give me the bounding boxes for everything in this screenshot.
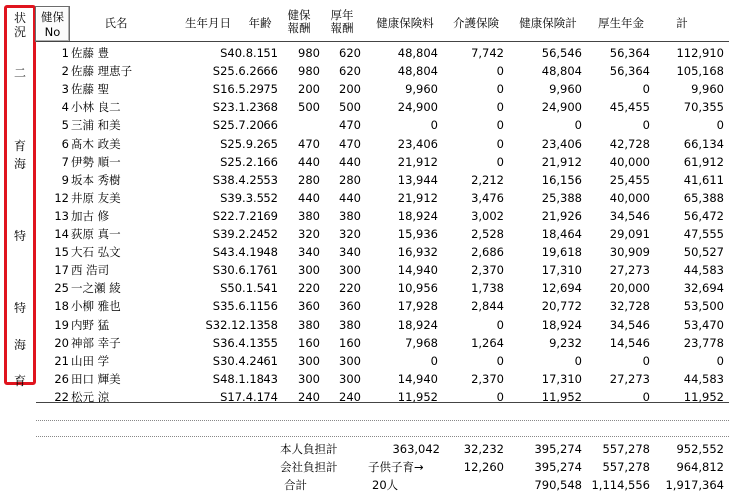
cell-health-total: 20,772 xyxy=(541,299,582,314)
cell-kosei: 300 xyxy=(339,353,361,368)
cell-care: 0 xyxy=(496,353,504,368)
cell-health: 48,804 xyxy=(397,46,438,60)
cell-health: 21,912 xyxy=(397,190,438,205)
cell-age: 75 xyxy=(263,82,278,97)
cell-pension: 27,273 xyxy=(609,371,650,386)
cell-care: 0 xyxy=(496,317,504,332)
cell-total: 50,527 xyxy=(683,245,724,260)
table-row[interactable] xyxy=(36,279,729,297)
cell-care: 2,528 xyxy=(471,227,504,241)
cell-no: 17 xyxy=(54,263,69,278)
summary-employee-health: 363,042 xyxy=(392,442,440,456)
cell-birth: S22.7.21 xyxy=(212,208,264,223)
column-header-name: 氏名 xyxy=(104,16,128,30)
cell-no: 4 xyxy=(61,100,69,115)
cell-total: 0 xyxy=(716,353,724,368)
table-row[interactable] xyxy=(36,370,729,388)
cell-name: 佐藤 豊 xyxy=(71,46,110,60)
cell-kosei: 200 xyxy=(339,82,361,97)
cell-name: 三浦 和美 xyxy=(71,118,121,133)
cell-name: 西 浩司 xyxy=(71,263,110,278)
cell-total: 105,168 xyxy=(676,64,724,79)
cell-kosei: 160 xyxy=(339,335,361,350)
cell-pension: 56,364 xyxy=(609,64,650,79)
cell-name: 大石 弘文 xyxy=(71,245,121,260)
cell-kenpo: 360 xyxy=(298,299,320,314)
cell-health-total: 18,924 xyxy=(541,317,582,332)
table-row[interactable] xyxy=(36,297,729,315)
cell-care: 0 xyxy=(496,154,504,169)
table-row[interactable] xyxy=(36,98,729,116)
column-header-kosei-std: 厚年 報酬 xyxy=(330,8,354,35)
cell-health-total: 9,232 xyxy=(549,335,582,350)
cell-age: 55 xyxy=(263,335,278,350)
cell-birth: S17.4.1 xyxy=(220,389,264,404)
summary-employee-care: 32,232 xyxy=(463,442,504,456)
cell-name: 伊勢 順一 xyxy=(71,154,121,169)
cell-pension: 0 xyxy=(642,353,650,368)
cell-name: 井原 友美 xyxy=(71,190,121,205)
summary-company-note: 子供子育→ xyxy=(368,460,424,474)
cell-pension: 25,455 xyxy=(609,172,650,187)
cell-kenpo: 340 xyxy=(298,245,320,260)
cell-age: 52 xyxy=(263,190,278,205)
cell-health: 15,936 xyxy=(397,227,438,241)
cell-total: 70,355 xyxy=(683,100,724,115)
cell-pension: 45,455 xyxy=(609,100,650,115)
cell-birth: S40.8.1 xyxy=(220,46,264,60)
cell-name: 田口 輝美 xyxy=(71,371,121,386)
cell-birth: S23.1.23 xyxy=(212,100,264,115)
cell-kosei: 240 xyxy=(339,389,361,404)
cell-kenpo: 280 xyxy=(298,172,320,187)
cell-total: 53,470 xyxy=(683,317,724,332)
cell-kosei: 280 xyxy=(339,172,361,187)
cell-kenpo: 200 xyxy=(298,82,320,97)
cell-birth: S16.5.29 xyxy=(212,82,264,97)
table-row[interactable] xyxy=(36,243,729,261)
status-header-line2: 況 xyxy=(13,25,26,39)
cell-total: 61,912 xyxy=(683,154,724,169)
cell-care: 0 xyxy=(496,82,504,97)
summary-employee-total: 952,552 xyxy=(676,442,724,456)
cell-health: 18,924 xyxy=(397,208,438,223)
cell-health-total: 56,546 xyxy=(541,46,582,60)
cell-kenpo: 380 xyxy=(298,317,320,332)
cell-age: 66 xyxy=(263,154,278,169)
cell-birth: S30.6.17 xyxy=(212,263,264,278)
cell-kosei: 380 xyxy=(339,317,361,332)
cell-birth: S48.1.18 xyxy=(212,371,264,386)
cell-name: 佐藤 理恵子 xyxy=(71,64,133,79)
status-header-line1: 状 xyxy=(13,11,26,25)
cell-no: 1 xyxy=(61,46,69,60)
cell-health-total: 24,900 xyxy=(541,100,582,115)
cell-kenpo: 440 xyxy=(298,190,320,205)
cell-no: 21 xyxy=(54,353,69,368)
cell-total: 41,611 xyxy=(683,172,724,187)
status-mark: 育 xyxy=(13,373,26,388)
summary-employee-label: 本人負担計 xyxy=(280,442,338,456)
cell-pension: 14,546 xyxy=(609,335,650,350)
cell-health: 16,932 xyxy=(397,245,438,260)
cell-age: 69 xyxy=(263,208,278,223)
cell-care: 2,370 xyxy=(471,263,504,278)
cell-name: 小林 良二 xyxy=(71,100,121,115)
cell-health-total: 0 xyxy=(574,353,582,368)
summary-company-total: 964,812 xyxy=(676,460,724,474)
cell-care: 1,738 xyxy=(471,281,504,296)
column-header-age: 年齢 xyxy=(248,16,272,30)
cell-kenpo: 320 xyxy=(298,227,320,241)
status-column-highlight xyxy=(4,5,36,388)
cell-health-total: 25,388 xyxy=(541,190,582,205)
cell-age: 56 xyxy=(263,299,278,314)
cell-health: 23,406 xyxy=(397,136,438,151)
cell-kenpo: 980 xyxy=(298,64,320,79)
cell-age: 66 xyxy=(263,64,278,79)
cell-pension: 40,000 xyxy=(609,154,650,169)
cell-health-total: 23,406 xyxy=(541,136,582,151)
cell-birth: S39.3.5 xyxy=(220,190,264,205)
cell-no: 25 xyxy=(54,281,69,296)
cell-birth: S38.4.25 xyxy=(212,172,264,187)
summary-company-pension: 557,278 xyxy=(602,460,650,474)
cell-total: 47,555 xyxy=(683,227,724,241)
cell-health-total: 17,310 xyxy=(541,263,582,278)
cell-age: 74 xyxy=(263,389,278,404)
cell-name: 加古 修 xyxy=(71,208,110,223)
cell-care: 1,264 xyxy=(471,335,504,350)
cell-age: 51 xyxy=(263,46,278,60)
cell-no: 15 xyxy=(54,245,69,260)
blank-row-divider xyxy=(36,420,729,421)
cell-no: 22 xyxy=(54,389,69,404)
table-row[interactable] xyxy=(36,80,729,98)
cell-no: 5 xyxy=(61,118,69,133)
column-header-total: 計 xyxy=(676,16,688,30)
cell-age: 61 xyxy=(263,353,278,368)
cell-health: 24,900 xyxy=(397,100,438,115)
cell-health: 14,940 xyxy=(397,371,438,386)
cell-kosei: 470 xyxy=(339,136,361,151)
cell-kenpo: 380 xyxy=(298,208,320,223)
cell-health-total: 17,310 xyxy=(541,371,582,386)
cell-health-total: 12,694 xyxy=(541,281,582,296)
header-divider xyxy=(36,41,729,42)
cell-no: 12 xyxy=(54,190,69,205)
status-mark: 特 xyxy=(13,301,26,316)
cell-kenpo: 980 xyxy=(298,46,320,60)
status-mark: 海 xyxy=(13,156,26,171)
cell-health: 14,940 xyxy=(397,263,438,278)
cell-name: 髙木 政美 xyxy=(71,136,121,151)
cell-care: 2,212 xyxy=(471,172,504,187)
cell-no: 3 xyxy=(61,82,69,97)
cell-total: 56,472 xyxy=(683,208,724,223)
cell-kenpo: 300 xyxy=(298,353,320,368)
cell-health-total: 48,804 xyxy=(541,64,582,79)
cell-birth: S32.12.13 xyxy=(205,317,264,332)
summary-top-divider xyxy=(36,436,729,437)
cell-name: 佐藤 聖 xyxy=(71,82,110,97)
cell-age: 66 xyxy=(263,118,278,133)
cell-no: 26 xyxy=(54,371,69,386)
cell-no: 2 xyxy=(61,64,69,79)
column-header-health-total: 健康保険計 xyxy=(519,16,577,30)
column-header-no-line1: 健保 xyxy=(41,10,64,24)
cell-health: 18,924 xyxy=(397,317,438,332)
table-row[interactable] xyxy=(36,207,729,225)
cell-pension: 42,728 xyxy=(609,136,650,151)
cell-age: 68 xyxy=(263,100,278,115)
cell-kosei: 500 xyxy=(339,100,361,115)
cell-total: 44,583 xyxy=(683,371,724,386)
cell-pension: 40,000 xyxy=(609,190,650,205)
cell-birth: S43.4.19 xyxy=(212,245,264,260)
cell-health: 0 xyxy=(430,353,438,368)
status-header xyxy=(7,11,33,39)
summary-employee-pension: 557,278 xyxy=(602,442,650,456)
column-header-birth: 生年月日 xyxy=(185,16,231,30)
cell-health-total: 9,960 xyxy=(549,82,582,97)
summary-grand-total: 1,917,364 xyxy=(665,478,724,492)
cell-kosei: 380 xyxy=(339,208,361,223)
cell-age: 52 xyxy=(263,227,278,241)
cell-kenpo: 160 xyxy=(298,335,320,350)
summary-grand-pension: 1,114,556 xyxy=(591,478,650,492)
cell-care: 2,844 xyxy=(471,299,504,314)
status-mark: 特 xyxy=(13,229,26,243)
cell-kosei: 440 xyxy=(339,154,361,169)
cell-no: 9 xyxy=(61,172,69,187)
status-mark: 育 xyxy=(13,138,26,153)
cell-age: 41 xyxy=(263,281,278,296)
cell-age: 61 xyxy=(263,263,278,278)
cell-age: 48 xyxy=(263,245,278,260)
cell-no: 18 xyxy=(54,299,69,314)
status-mark: 二 xyxy=(13,66,26,81)
column-header-pension: 厚生年金 xyxy=(598,16,644,30)
cell-care: 2,370 xyxy=(471,371,504,386)
table-bottom-divider xyxy=(36,402,729,403)
cell-health-total: 0 xyxy=(574,118,582,133)
cell-health: 21,912 xyxy=(397,154,438,169)
table-row[interactable] xyxy=(36,116,729,134)
cell-age: 58 xyxy=(263,317,278,332)
cell-health: 17,928 xyxy=(397,299,438,314)
table-row[interactable] xyxy=(36,153,729,171)
table-row[interactable] xyxy=(36,316,729,334)
cell-kosei: 620 xyxy=(339,46,361,60)
cell-kenpo: 440 xyxy=(298,154,320,169)
cell-kosei: 300 xyxy=(339,263,361,278)
cell-health: 13,944 xyxy=(397,172,438,187)
table-row[interactable] xyxy=(36,171,729,189)
cell-pension: 0 xyxy=(642,118,650,133)
cell-no: 7 xyxy=(61,154,69,169)
cell-total: 66,134 xyxy=(683,136,724,151)
summary-grand-label: 合計 xyxy=(284,478,307,492)
cell-no: 6 xyxy=(61,136,69,151)
table-row[interactable] xyxy=(36,135,729,153)
cell-health-total: 16,156 xyxy=(541,172,582,187)
status-mark: 海 xyxy=(13,337,26,352)
cell-kenpo: 500 xyxy=(298,100,320,115)
cell-age: 53 xyxy=(263,172,278,187)
cell-name: 一之瀬 綾 xyxy=(71,281,121,296)
cell-kenpo: 300 xyxy=(298,371,320,386)
cell-age: 43 xyxy=(263,371,278,386)
table-row[interactable] xyxy=(36,189,729,207)
cell-kenpo: 300 xyxy=(298,263,320,278)
cell-health-total: 21,926 xyxy=(541,208,582,223)
cell-health: 10,956 xyxy=(397,281,438,296)
cell-health-total: 21,912 xyxy=(541,154,582,169)
cell-kosei: 620 xyxy=(339,64,361,79)
cell-care: 0 xyxy=(496,389,504,404)
summary-grand-count: 20人 xyxy=(372,478,399,492)
cell-age: 65 xyxy=(263,136,278,151)
cell-pension: 29,091 xyxy=(609,227,650,241)
column-header-no-line2: No xyxy=(44,25,61,39)
cell-birth: S25.9.2 xyxy=(220,136,264,151)
cell-name: 小柳 雅也 xyxy=(71,299,121,314)
cell-total: 0 xyxy=(716,118,724,133)
cell-pension: 56,364 xyxy=(609,46,650,60)
summary-company-label: 会社負担計 xyxy=(280,460,338,474)
cell-birth: S25.7.20 xyxy=(212,118,264,133)
cell-birth: S36.4.13 xyxy=(212,335,264,350)
cell-pension: 27,273 xyxy=(609,263,650,278)
cell-birth: S50.1.5 xyxy=(220,281,264,296)
table-row[interactable] xyxy=(36,388,729,406)
cell-care: 0 xyxy=(496,64,504,79)
cell-no: 13 xyxy=(54,208,69,223)
cell-name: 松元 涼 xyxy=(71,389,110,404)
cell-health-total: 18,464 xyxy=(541,227,582,241)
cell-total: 9,960 xyxy=(691,82,724,97)
cell-total: 11,952 xyxy=(683,389,724,404)
cell-birth: S30.4.24 xyxy=(212,353,264,368)
cell-name: 神部 幸子 xyxy=(71,335,121,350)
cell-name: 荻原 真一 xyxy=(71,227,121,241)
cell-no: 19 xyxy=(54,317,69,332)
cell-kosei: 340 xyxy=(339,245,361,260)
cell-health-total: 19,618 xyxy=(541,245,582,260)
cell-health: 9,960 xyxy=(405,82,438,97)
cell-pension: 32,728 xyxy=(609,299,650,314)
cell-care: 0 xyxy=(496,136,504,151)
cell-total: 32,694 xyxy=(683,281,724,296)
cell-kenpo: 220 xyxy=(298,281,320,296)
cell-health-total: 11,952 xyxy=(541,389,582,404)
cell-kosei: 300 xyxy=(339,371,361,386)
cell-kosei: 470 xyxy=(339,118,361,133)
column-header-kenpo-std: 健保 報酬 xyxy=(287,8,311,35)
cell-birth: S25.6.26 xyxy=(212,64,264,79)
cell-no: 20 xyxy=(54,335,69,350)
cell-name: 内野 猛 xyxy=(71,317,110,332)
cell-care: 2,686 xyxy=(471,245,504,260)
cell-birth: S35.6.11 xyxy=(212,299,264,314)
summary-company-care: 12,260 xyxy=(463,460,504,474)
cell-kosei: 440 xyxy=(339,190,361,205)
cell-care: 7,742 xyxy=(471,46,504,60)
cell-birth: S25.2.1 xyxy=(220,154,264,169)
cell-kosei: 360 xyxy=(339,299,361,314)
cell-pension: 30,909 xyxy=(609,245,650,260)
column-header-no[interactable] xyxy=(35,6,70,42)
table-row[interactable] xyxy=(36,334,729,352)
cell-pension: 34,546 xyxy=(609,317,650,332)
cell-birth: S39.2.24 xyxy=(212,227,264,241)
table-row[interactable] xyxy=(36,352,729,370)
table-row[interactable] xyxy=(36,62,729,80)
cell-name: 山田 学 xyxy=(71,353,110,368)
cell-total: 44,583 xyxy=(683,263,724,278)
cell-no: 14 xyxy=(54,227,69,241)
table-row[interactable] xyxy=(36,225,729,243)
column-header-health-ins: 健康保険料 xyxy=(376,16,434,30)
summary-employee-health-total: 395,274 xyxy=(534,442,582,456)
cell-total: 23,778 xyxy=(683,335,724,350)
cell-care: 3,476 xyxy=(471,190,504,205)
cell-care: 3,002 xyxy=(471,208,504,223)
cell-kosei: 320 xyxy=(339,227,361,241)
cell-total: 53,500 xyxy=(683,299,724,314)
cell-pension: 34,546 xyxy=(609,208,650,223)
cell-kenpo: 240 xyxy=(298,389,320,404)
cell-total: 112,910 xyxy=(676,46,724,60)
cell-health: 7,968 xyxy=(405,335,438,350)
column-header-care-ins: 介護保険 xyxy=(453,16,499,30)
cell-care: 0 xyxy=(496,118,504,133)
cell-health: 0 xyxy=(430,118,438,133)
cell-pension: 0 xyxy=(642,389,650,404)
cell-care: 0 xyxy=(496,100,504,115)
cell-total: 65,388 xyxy=(683,190,724,205)
summary-company-health-total: 395,274 xyxy=(534,460,582,474)
table-row[interactable] xyxy=(36,44,729,62)
table-row[interactable] xyxy=(36,261,729,279)
cell-name: 坂本 秀樹 xyxy=(71,172,121,187)
summary-grand-health-total: 790,548 xyxy=(534,478,582,492)
cell-pension: 20,000 xyxy=(609,281,650,296)
cell-kenpo: 470 xyxy=(298,136,320,151)
cell-pension: 0 xyxy=(642,82,650,97)
cell-health: 48,804 xyxy=(397,64,438,79)
cell-kosei: 220 xyxy=(339,281,361,296)
cell-health: 11,952 xyxy=(397,389,438,404)
